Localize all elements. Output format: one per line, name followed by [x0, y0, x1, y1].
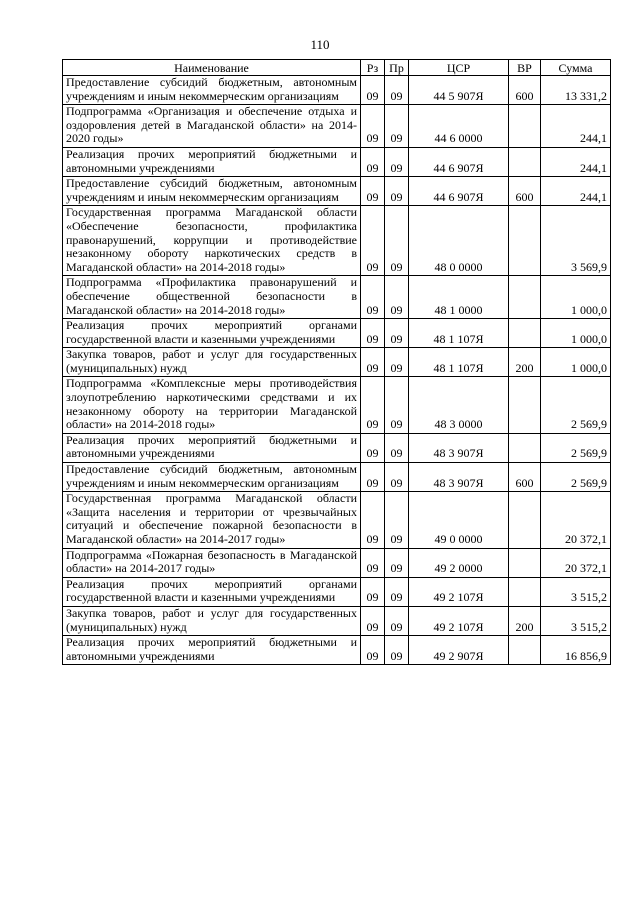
- cell-name: Подпрограмма «Профилактика правонарушений и обеспечение общественной безопасности в Магаданской области» на 2014-2018 годы»: [63, 276, 361, 319]
- cell-sum: 1 000,0: [541, 276, 611, 319]
- cell-vr: 200: [509, 348, 541, 377]
- header-sum: Сумма: [541, 60, 611, 76]
- cell-vr: 600: [509, 177, 541, 206]
- cell-rz: 09: [361, 463, 385, 492]
- cell-pr: 09: [385, 577, 409, 606]
- cell-name: Предоставление субсидий бюджетным, автономным учреждениям и иным некоммерческим организациям: [63, 463, 361, 492]
- cell-csr: 48 1 107Я: [409, 348, 509, 377]
- table-row: [63, 147, 611, 176]
- budget-table: [62, 59, 611, 665]
- cell-vr: [509, 377, 541, 433]
- header-rz: Рз: [361, 60, 385, 76]
- cell-csr: 49 2 107Я: [409, 606, 509, 635]
- cell-name: Подпрограмма «Комплексные меры противодействия злоупотреблению наркотическими средствами и их незаконному обороту на территории Магаданской области» на 2014-2018 годы»: [63, 377, 361, 433]
- header-pr: Пр: [385, 60, 409, 76]
- table-row: [63, 606, 611, 635]
- cell-pr: 09: [385, 276, 409, 319]
- cell-vr: [509, 548, 541, 577]
- cell-vr: [509, 433, 541, 462]
- cell-pr: 09: [385, 433, 409, 462]
- cell-csr: 49 2 0000: [409, 548, 509, 577]
- cell-sum: 3 515,2: [541, 606, 611, 635]
- header-name: Наименование: [63, 60, 361, 76]
- cell-sum: 244,1: [541, 147, 611, 176]
- cell-vr: [509, 319, 541, 348]
- cell-sum: 2 569,9: [541, 463, 611, 492]
- table-row: [63, 105, 611, 148]
- cell-pr: 09: [385, 206, 409, 276]
- cell-csr: 44 6 907Я: [409, 177, 509, 206]
- cell-name: Государственная программа Магаданской области «Защита населения и территории от чрезвычайных ситуаций и обеспечение пожарной безопасности в Магаданской области» на 2014-2017 годы»: [63, 492, 361, 548]
- cell-rz: 09: [361, 606, 385, 635]
- cell-vr: 200: [509, 606, 541, 635]
- cell-vr: [509, 206, 541, 276]
- cell-csr: 44 6 0000: [409, 105, 509, 148]
- cell-csr: 48 0 0000: [409, 206, 509, 276]
- cell-csr: 48 3 907Я: [409, 433, 509, 462]
- cell-rz: 09: [361, 206, 385, 276]
- table-row: [63, 348, 611, 377]
- cell-vr: [509, 492, 541, 548]
- cell-rz: 09: [361, 177, 385, 206]
- cell-sum: 20 372,1: [541, 548, 611, 577]
- cell-rz: 09: [361, 276, 385, 319]
- cell-sum: 1 000,0: [541, 319, 611, 348]
- cell-csr: 44 6 907Я: [409, 147, 509, 176]
- cell-name: Предоставление субсидий бюджетным, автономным учреждениям и иным некоммерческим организациям: [63, 177, 361, 206]
- cell-pr: 09: [385, 76, 409, 105]
- header-csr: ЦСР: [409, 60, 509, 76]
- cell-csr: 49 0 0000: [409, 492, 509, 548]
- page-number: 110: [310, 37, 330, 52]
- cell-rz: 09: [361, 105, 385, 148]
- cell-pr: 09: [385, 348, 409, 377]
- table-row: [63, 319, 611, 348]
- cell-pr: 09: [385, 606, 409, 635]
- cell-sum: 2 569,9: [541, 377, 611, 433]
- cell-sum: 3 515,2: [541, 577, 611, 606]
- table-row: [63, 492, 611, 548]
- cell-csr: 48 1 0000: [409, 276, 509, 319]
- cell-csr: 44 5 907Я: [409, 76, 509, 105]
- cell-pr: 09: [385, 177, 409, 206]
- cell-vr: [509, 147, 541, 176]
- table-row: [63, 177, 611, 206]
- cell-pr: 09: [385, 636, 409, 665]
- cell-name: Предоставление субсидий бюджетным, автономным учреждениям и иным некоммерческим организациям: [63, 76, 361, 105]
- cell-vr: [509, 577, 541, 606]
- cell-vr: [509, 636, 541, 665]
- cell-name: Закупка товаров, работ и услуг для государственных (муниципальных) нужд: [63, 606, 361, 635]
- cell-sum: 20 372,1: [541, 492, 611, 548]
- table-row: [63, 377, 611, 433]
- cell-csr: 49 2 107Я: [409, 577, 509, 606]
- cell-sum: 13 331,2: [541, 76, 611, 105]
- cell-rz: 09: [361, 577, 385, 606]
- cell-vr: 600: [509, 463, 541, 492]
- cell-vr: 600: [509, 76, 541, 105]
- cell-pr: 09: [385, 105, 409, 148]
- table-header-row: [63, 60, 611, 76]
- cell-name: Реализация прочих мероприятий органами государственной власти и казенными учреждениями: [63, 577, 361, 606]
- cell-sum: 16 856,9: [541, 636, 611, 665]
- cell-name: Подпрограмма «Организация и обеспечение отдыха и оздоровления детей в Магаданской области» на 2014-2020 годы»: [63, 105, 361, 148]
- cell-sum: 1 000,0: [541, 348, 611, 377]
- table-row: [63, 548, 611, 577]
- cell-pr: 09: [385, 463, 409, 492]
- header-vr: ВР: [509, 60, 541, 76]
- table-row: [63, 463, 611, 492]
- table-row: [63, 76, 611, 105]
- cell-name: Подпрограмма «Пожарная безопасность в Магаданской области» на 2014-2017 годы»: [63, 548, 361, 577]
- cell-name: Закупка товаров, работ и услуг для государственных (муниципальных) нужд: [63, 348, 361, 377]
- cell-rz: 09: [361, 548, 385, 577]
- cell-csr: 48 3 0000: [409, 377, 509, 433]
- table-row: [63, 636, 611, 665]
- cell-csr: 48 3 907Я: [409, 463, 509, 492]
- cell-rz: 09: [361, 636, 385, 665]
- cell-pr: 09: [385, 492, 409, 548]
- table-row: [63, 433, 611, 462]
- cell-rz: 09: [361, 147, 385, 176]
- cell-rz: 09: [361, 492, 385, 548]
- cell-name: Реализация прочих мероприятий бюджетными и автономными учреждениями: [63, 433, 361, 462]
- table-row: [63, 577, 611, 606]
- cell-name: Реализация прочих мероприятий органами государственной власти и казенными учреждениями: [63, 319, 361, 348]
- cell-sum: 3 569,9: [541, 206, 611, 276]
- cell-vr: [509, 276, 541, 319]
- table-row: [63, 276, 611, 319]
- cell-name: Государственная программа Магаданской области «Обеспечение безопасности, профилактика правонарушений, коррупции и противодействие незаконному обороту наркотических средств в Магаданской области» на 2014-2018 годы»: [63, 206, 361, 276]
- cell-name: Реализация прочих мероприятий бюджетными и автономными учреждениями: [63, 147, 361, 176]
- cell-rz: 09: [361, 76, 385, 105]
- cell-pr: 09: [385, 147, 409, 176]
- cell-sum: 244,1: [541, 105, 611, 148]
- cell-pr: 09: [385, 548, 409, 577]
- cell-pr: 09: [385, 377, 409, 433]
- cell-sum: 2 569,9: [541, 433, 611, 462]
- cell-name: Реализация прочих мероприятий бюджетными и автономными учреждениями: [63, 636, 361, 665]
- cell-csr: 49 2 907Я: [409, 636, 509, 665]
- cell-rz: 09: [361, 433, 385, 462]
- cell-csr: 48 1 107Я: [409, 319, 509, 348]
- cell-rz: 09: [361, 377, 385, 433]
- cell-vr: [509, 105, 541, 148]
- cell-sum: 244,1: [541, 177, 611, 206]
- cell-rz: 09: [361, 319, 385, 348]
- cell-rz: 09: [361, 348, 385, 377]
- table-row: [63, 206, 611, 276]
- cell-pr: 09: [385, 319, 409, 348]
